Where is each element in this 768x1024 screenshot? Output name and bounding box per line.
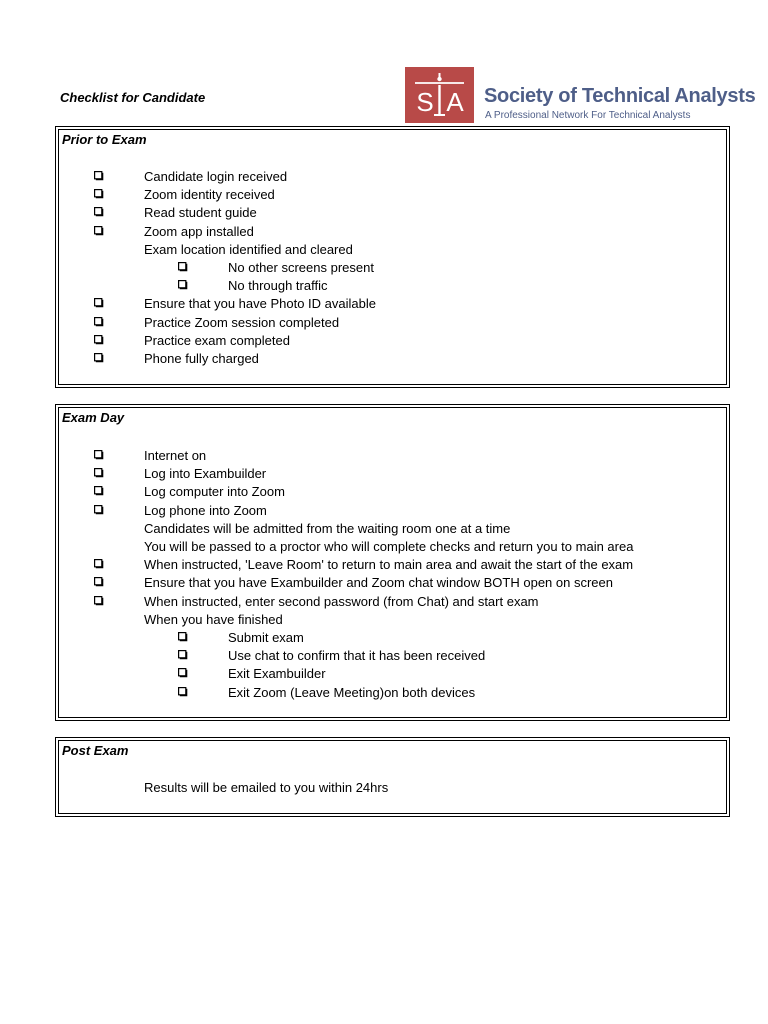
checklist-item	[59, 314, 726, 332]
item-text: Exam location identified and cleared	[144, 241, 353, 257]
item-text: You will be passed to a proctor who will complete checks and return you to main area	[144, 539, 634, 554]
item-text: Log computer into Zoom	[144, 484, 285, 500]
checkbox-icon[interactable]	[94, 317, 104, 327]
item-text: Zoom app installed	[144, 223, 254, 239]
checklist-item	[59, 259, 726, 277]
checkbox-icon[interactable]	[178, 650, 188, 660]
checklist-item	[59, 629, 726, 647]
section-exam-day	[55, 404, 730, 721]
checkbox-icon[interactable]	[178, 280, 188, 290]
checklist-item	[59, 295, 726, 313]
item-text: Submit exam	[228, 630, 304, 645]
checklist-note	[59, 538, 726, 556]
checklist-item	[59, 168, 726, 186]
checklist-item	[59, 204, 726, 222]
checklist-item	[59, 465, 726, 483]
section-frame	[58, 407, 727, 718]
checkbox-icon[interactable]	[94, 468, 104, 478]
checklist-note	[59, 241, 726, 259]
checklist-item	[59, 556, 726, 574]
section-title: Post Exam	[62, 743, 129, 758]
section-prior-to-exam	[55, 126, 730, 388]
checklist-item	[59, 574, 726, 592]
section-title: Prior to Exam	[62, 132, 147, 147]
checkbox-icon[interactable]	[94, 450, 104, 460]
checklist-item	[59, 350, 726, 368]
checkbox-icon[interactable]	[178, 262, 188, 272]
sta-logo	[405, 67, 756, 123]
checklist-item	[59, 277, 726, 295]
item-text: Log phone into Zoom	[144, 502, 267, 518]
item-text: No through traffic	[228, 278, 328, 294]
logo-name: Society of Technical Analysts	[484, 85, 756, 107]
item-text: Zoom identity received	[144, 187, 275, 203]
checklist-item	[59, 186, 726, 204]
section-frame	[58, 129, 727, 385]
logo-tagline: A Professional Network For Technical Analysts	[485, 110, 691, 121]
checklist-item	[59, 223, 726, 241]
checklist-note	[59, 520, 726, 538]
section-frame	[58, 740, 727, 814]
item-text: Use chat to confirm that it has been received	[228, 648, 486, 664]
item-text: Read student guide	[144, 205, 257, 221]
item-text: Practice exam completed	[144, 332, 290, 348]
checklist-item	[59, 502, 726, 520]
section-post-exam	[55, 737, 730, 817]
item-text: When you have finished	[144, 611, 283, 627]
logo-mark-a: A	[446, 87, 464, 117]
checkbox-icon[interactable]	[94, 298, 104, 308]
checkbox-icon[interactable]	[94, 335, 104, 345]
checkbox-icon[interactable]	[94, 577, 104, 587]
checkbox-icon[interactable]	[94, 596, 104, 606]
item-text: Exit Exambuilder	[228, 666, 326, 682]
checkbox-icon[interactable]	[178, 632, 188, 642]
checkbox-icon[interactable]	[178, 687, 188, 697]
checklist-item	[59, 332, 726, 350]
item-text: Ensure that you have Exambuilder and Zoom chat window BOTH open on screen	[144, 575, 613, 591]
checklist-item	[59, 447, 726, 465]
logo-mark-s: S	[416, 87, 434, 117]
sta-logo-mark	[405, 67, 474, 123]
checkbox-icon[interactable]	[94, 189, 104, 199]
item-text: When instructed, 'Leave Room' to return to main area and await the start of the exam	[144, 557, 634, 573]
checklist-item	[59, 483, 726, 501]
item-text: No other screens present	[228, 260, 374, 275]
checklist-note	[59, 611, 726, 629]
item-text: Candidate login received	[144, 169, 288, 184]
page-title: Checklist for Candidate	[60, 90, 206, 105]
checkbox-icon[interactable]	[94, 559, 104, 569]
checklist-item	[59, 647, 726, 665]
item-text: Practice Zoom session completed	[144, 314, 340, 330]
item-text: When instructed, enter second password (from Chat) and start exam	[144, 593, 539, 609]
checklist-item	[59, 593, 726, 611]
checkbox-icon[interactable]	[94, 207, 104, 217]
checklist-note	[59, 779, 726, 797]
checkbox-icon[interactable]	[94, 486, 104, 496]
item-text: Internet on	[144, 448, 207, 463]
item-text: Ensure that you have Photo ID available	[144, 296, 376, 312]
checkbox-icon[interactable]	[94, 171, 104, 181]
item-text: Log into Exambuilder	[144, 466, 267, 482]
scales-icon	[405, 67, 474, 123]
checkbox-icon[interactable]	[94, 226, 104, 236]
checkbox-icon[interactable]	[94, 505, 104, 515]
section-title: Exam Day	[62, 410, 125, 425]
item-text: Phone fully charged	[144, 351, 259, 366]
checkbox-icon[interactable]	[178, 668, 188, 678]
item-text: Exit Zoom (Leave Meeting)on both devices	[228, 684, 476, 700]
checkbox-icon[interactable]	[94, 353, 104, 363]
item-text: Results will be emailed to you within 24hrs	[144, 780, 389, 795]
checklist-item	[59, 665, 726, 683]
checklist-item	[59, 684, 726, 702]
item-text: Candidates will be admitted from the waiting room one at a time	[144, 520, 511, 536]
